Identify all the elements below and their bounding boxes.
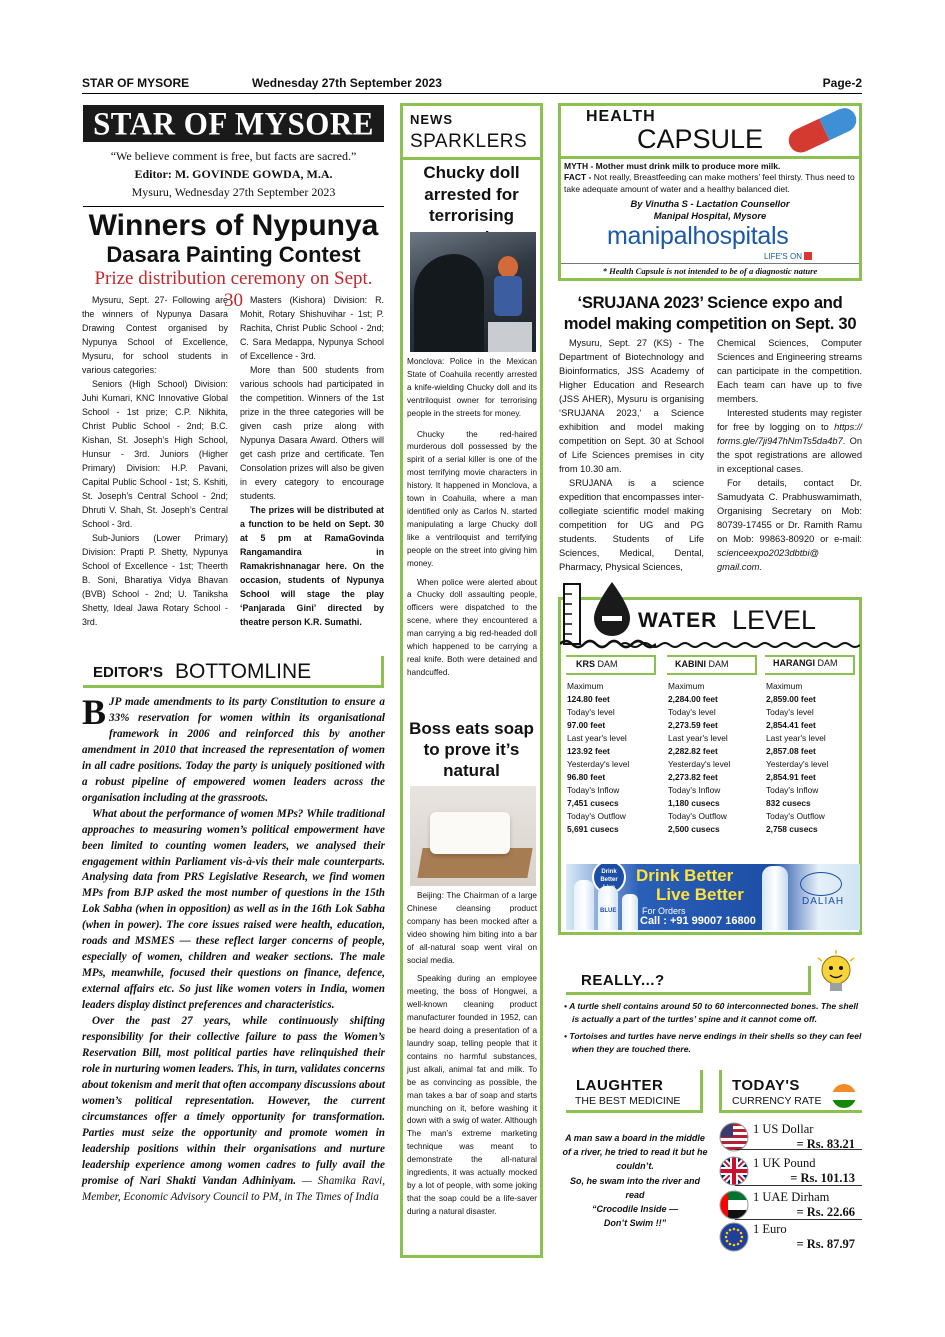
- currency-rate: = Rs. 22.66: [796, 1205, 855, 1219]
- currency-rate: = Rs. 101.13: [790, 1171, 855, 1185]
- kabini-dam-stats: Maximum 2,284.00 feet Today's level 2,273.59 feet Last year's level 2,282.82 feet Yesterday's level 2,273.82 feet Today's Inflow 1,180 cusecs Today's Outflow 2,500 cusecs: [668, 681, 731, 834]
- srujana-column-2: Chemical Sciences, Computer Sciences and Engineering streams can participate in the competition. Each team can have up to five members. Interested students may register for free by logging on to https:// forms.gle/7ji947hNmTs5da4b7. On the spot registrations are allowed in exceptional cases. For details, contact Dr. Samudyata C. Prabhuswamimath, Organising Secretary on Mob: 80739-17455 or Dr. Ramith Ramu on Mob: 99863-80920 or e-mail: scienceexpo2023dbtbi@ gmail.com.: [717, 338, 862, 572]
- laughter-joke: A man saw a board in the middle of a river, he tried to read it but he couldn’t. So, he swam into the river and read “Crocodile Inside — Don’t Swim !!”: [562, 1133, 708, 1229]
- chucky-photo: [410, 232, 536, 352]
- editor-para-1: JP made amendments to its party Constitution to ensure a 33% reservation for women within its organisational framework in 2006 and reinforced this by another amendment in 2010 that increased the representation of women in all cadre positions. Today the party is uniquely positioned with a robust pipeline of empowered women leaders across the organisation including at the grassroots.: [82, 696, 385, 804]
- us-flag-icon: [719, 1122, 749, 1152]
- kabini-dam-tab: [667, 655, 757, 675]
- srujana-headline: ‘SRUJANA 2023’ Science expo and model making competition on Sept. 30: [563, 293, 857, 333]
- winners-para: The prizes will be distributed at a function to be held on Sept. 30 at 5 pm at RamaGovinda Rangamandira in Ramakrishnanagar here. On the occasion, students of Nypunya School will stage the play ‘Panjarada Gini’ directed by theatre person K.R. Sumathi.: [240, 505, 384, 627]
- krs-dam-stats: Maximum 124.80 feet Today's level 97.00 feet Last year's level 123.92 feet Yesterday's level 96.80 feet Today's Inflow 7,451 cusecs Today's Outflow 5,691 cusecs: [567, 681, 630, 834]
- chucky-para: Chucky the red-haired murderous doll possessed by the spirit of a serial killer is one of the most terrifying movie characters in history. It happened in Monclova, a town in Coahuila, where a man identified only as Carlos N. started manipulating a large Chucky doll like a ventriloquist and terrifying people on the street into giving him money.: [407, 429, 537, 568]
- really-fact-item: • A turtle shell contains around 50 to 60 interconnected bones. The shell is actually a part of the turtles’ spine and it cannot come off.: [564, 1001, 859, 1025]
- soap-article: [407, 890, 537, 1219]
- masthead-motto: “We believe comment is free, but facts are sacred.”: [110, 149, 357, 163]
- daliah-logo-icon: [800, 872, 842, 896]
- editors-label-a: EDITOR'S: [93, 664, 163, 681]
- health-label: HEALTH: [586, 108, 656, 125]
- doll-body: [494, 276, 522, 316]
- harangi-dam-stats: Maximum 2,859.00 feet Today's level 2,854.41 feet Last year's level 2,857.08 feet Yesterday's level 2,854.91 feet Today's Inflow 832 cusecs Today's Outflow 2,758 cusecs: [766, 681, 829, 834]
- health-note-rule: [561, 263, 859, 264]
- winners-headline: [83, 210, 384, 268]
- winners-title-line1: Winners of Nypunya: [88, 209, 379, 242]
- drop-cap: B: [82, 692, 107, 732]
- chucky-para: When police were alerted about a Chucky doll assaulting people, officers were dispatched to the scene, where they encountered a man carrying a big red-headed doll which happened to be carrying a real knife. Both were detained and handcuffed.: [407, 577, 537, 677]
- winners-subhead: Prize distribution ceremony on Sept. 30: [94, 268, 373, 311]
- currency-sublabel: CURRENCY RATE: [732, 1095, 822, 1107]
- dam-name: KABINI DAM: [675, 659, 729, 669]
- ad-bubble: Drink Better: [592, 864, 626, 894]
- ad-bottle: [574, 880, 594, 930]
- winners-para: More than 500 students from various schools had participated in the competition. Winners of the 1st prize in the three categories will be given cash prize along with Nypunya Dasara Award. Others will get cash prize and certificate. Ten Consolation prizes will also be given in every category to encourage students.: [240, 365, 384, 501]
- currency-name: 1 US Dollar: [753, 1122, 814, 1136]
- officer-silhouette: [414, 254, 484, 352]
- currency-name: 1 Euro: [753, 1222, 787, 1236]
- laughter-label: LAUGHTER: [576, 1077, 664, 1094]
- winners-column-1: [82, 293, 228, 629]
- soap-photo: [410, 786, 536, 886]
- ad-brand: DALIAH: [802, 896, 845, 907]
- chucky-caption: Monclova: Police in the Mexican State of Coahuila recently arrested a knife-wielding Chucky doll and its ventriloquist owner for terrorising people in the streets for money.: [407, 357, 537, 418]
- masthead-editor: Editor: M. GOVINDE GOWDA, M.A.: [134, 167, 333, 181]
- news-label: NEWS: [410, 112, 453, 127]
- soap-bar: [430, 812, 510, 854]
- soap-caption: Beijing: The Chairman of a large Chinese cleansing product company has been mocked after a video showing him biting into a bar of all-natural soap went viral on social media.: [407, 891, 537, 965]
- winners-para: Sub-Juniors (Lower Primary) Division: Prapti P. Shetty, Nypunya School of Excellence - 1st; Theerth B. Soni, Bharatiya Vidya Bhavan (BVB) School - 2nd; U. Taniksha Shetty, Ideal Jawa Rotary School - 3rd.: [82, 533, 228, 627]
- winners-column-2: [240, 293, 384, 629]
- masthead-title: STAR OF MYSORE: [93, 105, 374, 142]
- capsule-label: CAPSULE: [637, 124, 764, 154]
- health-author: By Vinutha S - Lactation Counsellor: [630, 198, 790, 209]
- car-panel: [488, 322, 532, 352]
- daliah-water-ad[interactable]: [566, 864, 860, 930]
- uae-flag-icon: [719, 1190, 749, 1220]
- currency-rate: = Rs. 87.97: [796, 1237, 855, 1251]
- krs-dam-tab: [566, 655, 656, 675]
- myth-text: Mother must drink milk to produce more milk.: [595, 161, 781, 171]
- editor-credit: — Shamika Ravi, Member, Economic Advisory Council to PM, in The Times of India: [82, 1174, 385, 1203]
- myth-key: MYTH -: [564, 161, 594, 171]
- registration-link[interactable]: https:// forms.gle/7ji947hNmTs5da4b7: [717, 422, 862, 446]
- uk-flag-icon: [719, 1156, 749, 1186]
- ad-large-bottle: [762, 866, 788, 930]
- manipal-logo: manipalhospitals: [607, 222, 789, 250]
- manipal-tagline: LIFE'S ON: [764, 252, 812, 261]
- editor-para-2: What about the performance of women MPs? While traditional approaches to measuring women’s political empowerment have been limited to counting women leaders, we analysed their engagement within Parliament vis-à-vis their male counterparts. Analysing data from PRS Legislative Research, we find women MPs from BJP asked the most number of questions in the 15th Lok Sabha (when in opposition) as well as in the 16th Lok Sabha (when in power). The core issues raised were health, education, roads and MSMES — these reflect larger concerns of people, especially of women, children and weaker sections. The male MPs, meanwhile, focused their questions on finance, defence, external affairs etc. So just like women voters in India, women leaders display distinct preferences and characteristics.: [82, 807, 385, 1012]
- masthead-dateline: Mysuru, Wednesday 27th September 2023: [131, 185, 336, 199]
- ad-bottle-label: BLUE: [600, 908, 617, 914]
- winners-para: Masters (Kishora) Division: R. Mohit, Rotary Shishuvihar - 1st; P. Rachita, Christ Public School - 2nd; C. Sara Medappa, Nypunya School of Excellence - 3rd.: [240, 295, 384, 361]
- srujana-column-1: [559, 336, 704, 574]
- editors-bottomline-body: [82, 692, 385, 1206]
- really-label: REALLY...?: [581, 972, 665, 989]
- chucky-headline: Chucky doll arrested for terrorising: [423, 163, 520, 225]
- soap-headline: Boss eats soap to prove it’s natural: [409, 719, 534, 780]
- ad-line-1: Drink Better: [636, 866, 734, 885]
- header-paper-name: STAR OF MYSORE: [82, 76, 190, 90]
- winners-para: Seniors (High School) Division: Juhi Kumari, KNC Innovative Global School - 1st prize; C.P. Nikhita, Christ Public School - 2nd; B.C. Kishan, St. Joseph’s High School, Hunsur - 3rd. Juniors (Higher Primary) Division: H.P. Pavani, Capital Public School - 1st; S. Kshiti, St. Joseph’s Central School - 2nd; Dhruti V. Shah, St. Joseph’s Central School - 3rd.: [82, 379, 228, 529]
- currency-rate: = Rs. 83.21: [796, 1137, 855, 1151]
- currency-name: 1 UK Pound: [753, 1156, 816, 1170]
- email-link[interactable]: scienceexpo2023dbtbi@ gmail.com: [717, 548, 819, 572]
- ad-bottle: [622, 894, 638, 930]
- lightbulb-icon: [814, 950, 858, 1000]
- water-label: WATER: [638, 609, 718, 632]
- news-label-rule: [403, 157, 540, 160]
- srujana-para: SRUJANA is a science expedition that encompasses inter-collegiate scientific model making competition for UG and PG students. Students of Life Sciences, Medical, Dental, Pharmacy, Physical Sciences,: [559, 478, 704, 572]
- laughter-sublabel: THE BEST MEDICINE: [575, 1095, 681, 1107]
- currency-name: 1 UAE Dirham: [753, 1190, 830, 1204]
- dam-name: KRS DAM: [576, 659, 618, 669]
- ad-orders: For Orders: [642, 906, 686, 916]
- health-org: Manipal Hospital, Mysore: [653, 210, 767, 221]
- ad-line-2: Live Better: [656, 885, 744, 904]
- ad-phone[interactable]: Call : +91 99007 16800: [640, 915, 756, 927]
- fact-key: FACT -: [564, 172, 592, 183]
- laughter-label-box: [566, 1070, 703, 1113]
- health-label-rule: [561, 156, 859, 159]
- doll-head: [498, 256, 518, 278]
- winners-title-line2: Dasara Painting Contest: [106, 242, 361, 267]
- page-header: [82, 76, 862, 92]
- fact-text: Not really, Breastfeeding can make mothers’ feel thirsty. Thus need to take adequate amount of water and a healthy balanced diet.: [564, 172, 855, 194]
- currency-divider: [735, 1185, 862, 1186]
- masthead-banner: [83, 105, 384, 142]
- editors-label-b: BOTTOMLINE: [175, 660, 312, 683]
- masthead-rule: [83, 206, 384, 207]
- srujana-para: Chemical Sciences, Computer Sciences and Engineering streams can participate in the competition. Each team can have up to five members.: [717, 338, 862, 404]
- header-date: Wednesday 27th September 2023: [252, 76, 442, 90]
- health-disclaimer: * Health Capsule is not intended to be of a diagnostic nature: [602, 266, 818, 276]
- header-page-number: Page-2: [822, 76, 862, 90]
- dam-name: HARANGI DAM: [773, 658, 838, 668]
- level-label: LEVEL: [732, 605, 817, 635]
- chucky-article: [407, 356, 537, 680]
- eu-flag-icon: [719, 1222, 749, 1252]
- india-flag-icon: [832, 1084, 856, 1108]
- masthead-info: [83, 147, 384, 201]
- water-wave-line: [620, 636, 860, 644]
- currency-divider: [735, 1149, 862, 1150]
- currency-label: TODAY'S: [732, 1077, 800, 1094]
- harangi-dam-tab: [765, 655, 855, 675]
- really-facts: [561, 1000, 865, 1056]
- really-label-box: [566, 966, 811, 995]
- srujana-para: Mysuru, Sept. 27 (KS) - The Department of Biotechnology and Bioinformatics, JSS Academy of Higher Education and Research (JSS AHER), Mysuru is organising ‘SRUJANA 2023,’ a Science exhibition and model making competition on Sept. 30 at School of Life Sciences premises in city from 10.30 am.: [559, 338, 704, 474]
- sparklers-label: SPARKLERS: [410, 131, 528, 152]
- health-byline: [560, 198, 860, 222]
- really-fact-item: • Tortoises and turtles have nerve endings in their shells so they can feel when they are touched there.: [564, 1030, 862, 1054]
- header-rule: [82, 93, 862, 94]
- winners-para: Mysuru, Sept. 27- Following are the winners of Nypunya Dasara Drawing Contest organised by Nypunya School of Excellence, Mysuru, for school students in various categories:: [82, 295, 228, 375]
- soap-para: Speaking during an employee meeting, the boss of Hongwei, a well-known cleaning product manufacturer founded in 1952, can be heard doing a presentation of a laundry soap, telling people that it contains no harmful substances, just alkali, animal fat and milk. To be as convincing as possible, the man takes a bar of soap and starts munching on it, before washing it down with a swig of water. Although The man’s extreme marketing technique was meant to demonstrate the all-natural ingredients, it was actually mocked by a lot of people, with some joking that the soap could be a life-saver during a natural disaster.: [407, 974, 537, 1216]
- health-text: [564, 161, 860, 195]
- editors-bottomline-label: [83, 656, 384, 688]
- editor-para-3: Over the past 27 years, while continuously shifting responsibility for their collective failure to pass the Women’s Reservation Bill, most political parties have relinquished their role in nurturing women leaders. This, in turn, validates concerns about tokenism and merit that often accompany discussions about women’s political representation. However, the current circumstances offer a timely opportunity for transformation. Parties must seize the opportunity and promote women in leadership positions within their organisations and nurture leadership experience among women cadres to fully avail the promise of Nari Shakti Vandan Adhiniyam.: [82, 1015, 385, 1187]
- currency-divider: [735, 1219, 862, 1220]
